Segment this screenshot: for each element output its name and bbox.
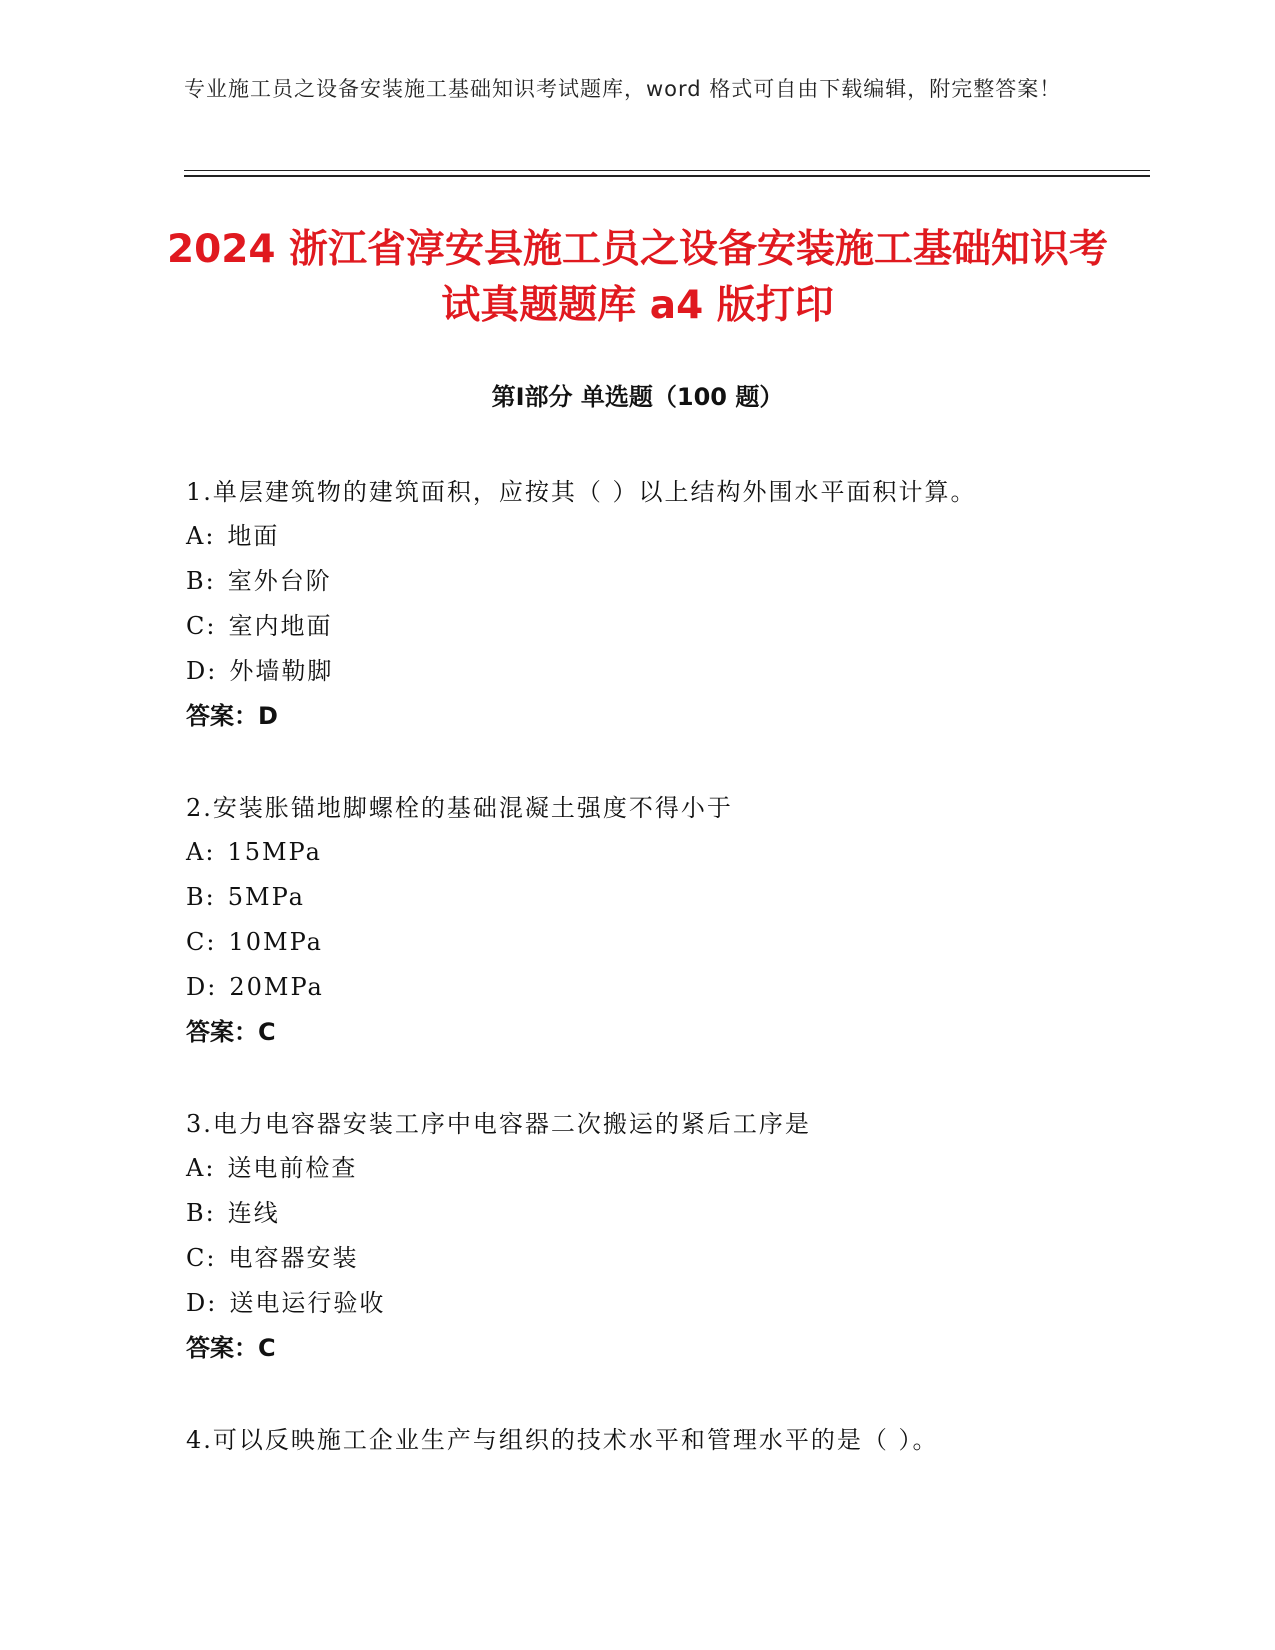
- option-letter: D:: [186, 1289, 218, 1317]
- option-text: 连线: [227, 1199, 280, 1227]
- option-letter: A:: [186, 838, 216, 866]
- option-letter: C:: [186, 612, 217, 640]
- option-text: 送电运行验收: [229, 1289, 386, 1317]
- option-a: [186, 830, 1126, 875]
- option-text: 室外台阶: [227, 567, 332, 595]
- header-divider-bottom: [184, 175, 1150, 177]
- option-letter: A:: [186, 522, 216, 550]
- option-b: [186, 875, 1126, 920]
- option-c: [186, 604, 1126, 649]
- option-text: 地面: [227, 522, 280, 550]
- option-letter: D:: [186, 973, 218, 1001]
- option-c: [186, 1236, 1126, 1281]
- option-text: 外墙勒脚: [229, 657, 334, 685]
- answer-line: 答案：C: [186, 1334, 276, 1362]
- option-letter: C:: [186, 1244, 217, 1272]
- answer-line: 答案：D: [186, 702, 278, 730]
- option-text: 20MPa: [229, 973, 324, 1001]
- question-text: 2.安装胀锚地脚螺栓的基础混凝土强度不得小于: [186, 794, 733, 822]
- option-a: [186, 1146, 1126, 1191]
- option-letter: D:: [186, 657, 218, 685]
- question-list: [186, 470, 1126, 1509]
- option-b: [186, 1191, 1126, 1236]
- option-letter: B:: [186, 883, 216, 911]
- question-1: [186, 470, 1126, 739]
- question-text: 1.单层建筑物的建筑面积，应按其（ ）以上结构外围水平面积计算。: [186, 478, 977, 506]
- document-title: 2024 浙江省淳安县施工员之设备安装施工基础知识考试真题题库 a4 版打印: [166, 227, 1109, 328]
- option-text: 15MPa: [227, 838, 322, 866]
- header-divider-top: [184, 170, 1150, 171]
- option-text: 室内地面: [228, 612, 333, 640]
- option-text: 5MPa: [227, 883, 305, 911]
- option-a: [186, 514, 1126, 559]
- option-c: [186, 920, 1126, 965]
- option-b: [186, 559, 1126, 604]
- option-d: [186, 1281, 1126, 1326]
- question-4: [186, 1418, 1126, 1462]
- option-text: 10MPa: [228, 928, 323, 956]
- option-d: [186, 965, 1126, 1010]
- header-note: 专业施工员之设备安装施工基础知识考试题库，word 格式可自由下载编辑，附完整答案！: [184, 77, 1062, 101]
- answer-line: 答案：C: [186, 1018, 276, 1046]
- section-heading: 第Ⅰ部分 单选题（100 题）: [491, 383, 784, 411]
- option-letter: A:: [186, 1154, 216, 1182]
- option-d: [186, 649, 1126, 694]
- option-letter: B:: [186, 1199, 216, 1227]
- question-2: [186, 786, 1126, 1055]
- question-3: [186, 1102, 1126, 1371]
- question-text: 3.电力电容器安装工序中电容器二次搬运的紧后工序是: [186, 1110, 811, 1138]
- question-text: 4.可以反映施工企业生产与组织的技术水平和管理水平的是（ ）。: [186, 1426, 939, 1454]
- option-letter: B:: [186, 567, 216, 595]
- option-text: 送电前检查: [227, 1154, 358, 1182]
- option-text: 电容器安装: [228, 1244, 359, 1272]
- option-letter: C:: [186, 928, 217, 956]
